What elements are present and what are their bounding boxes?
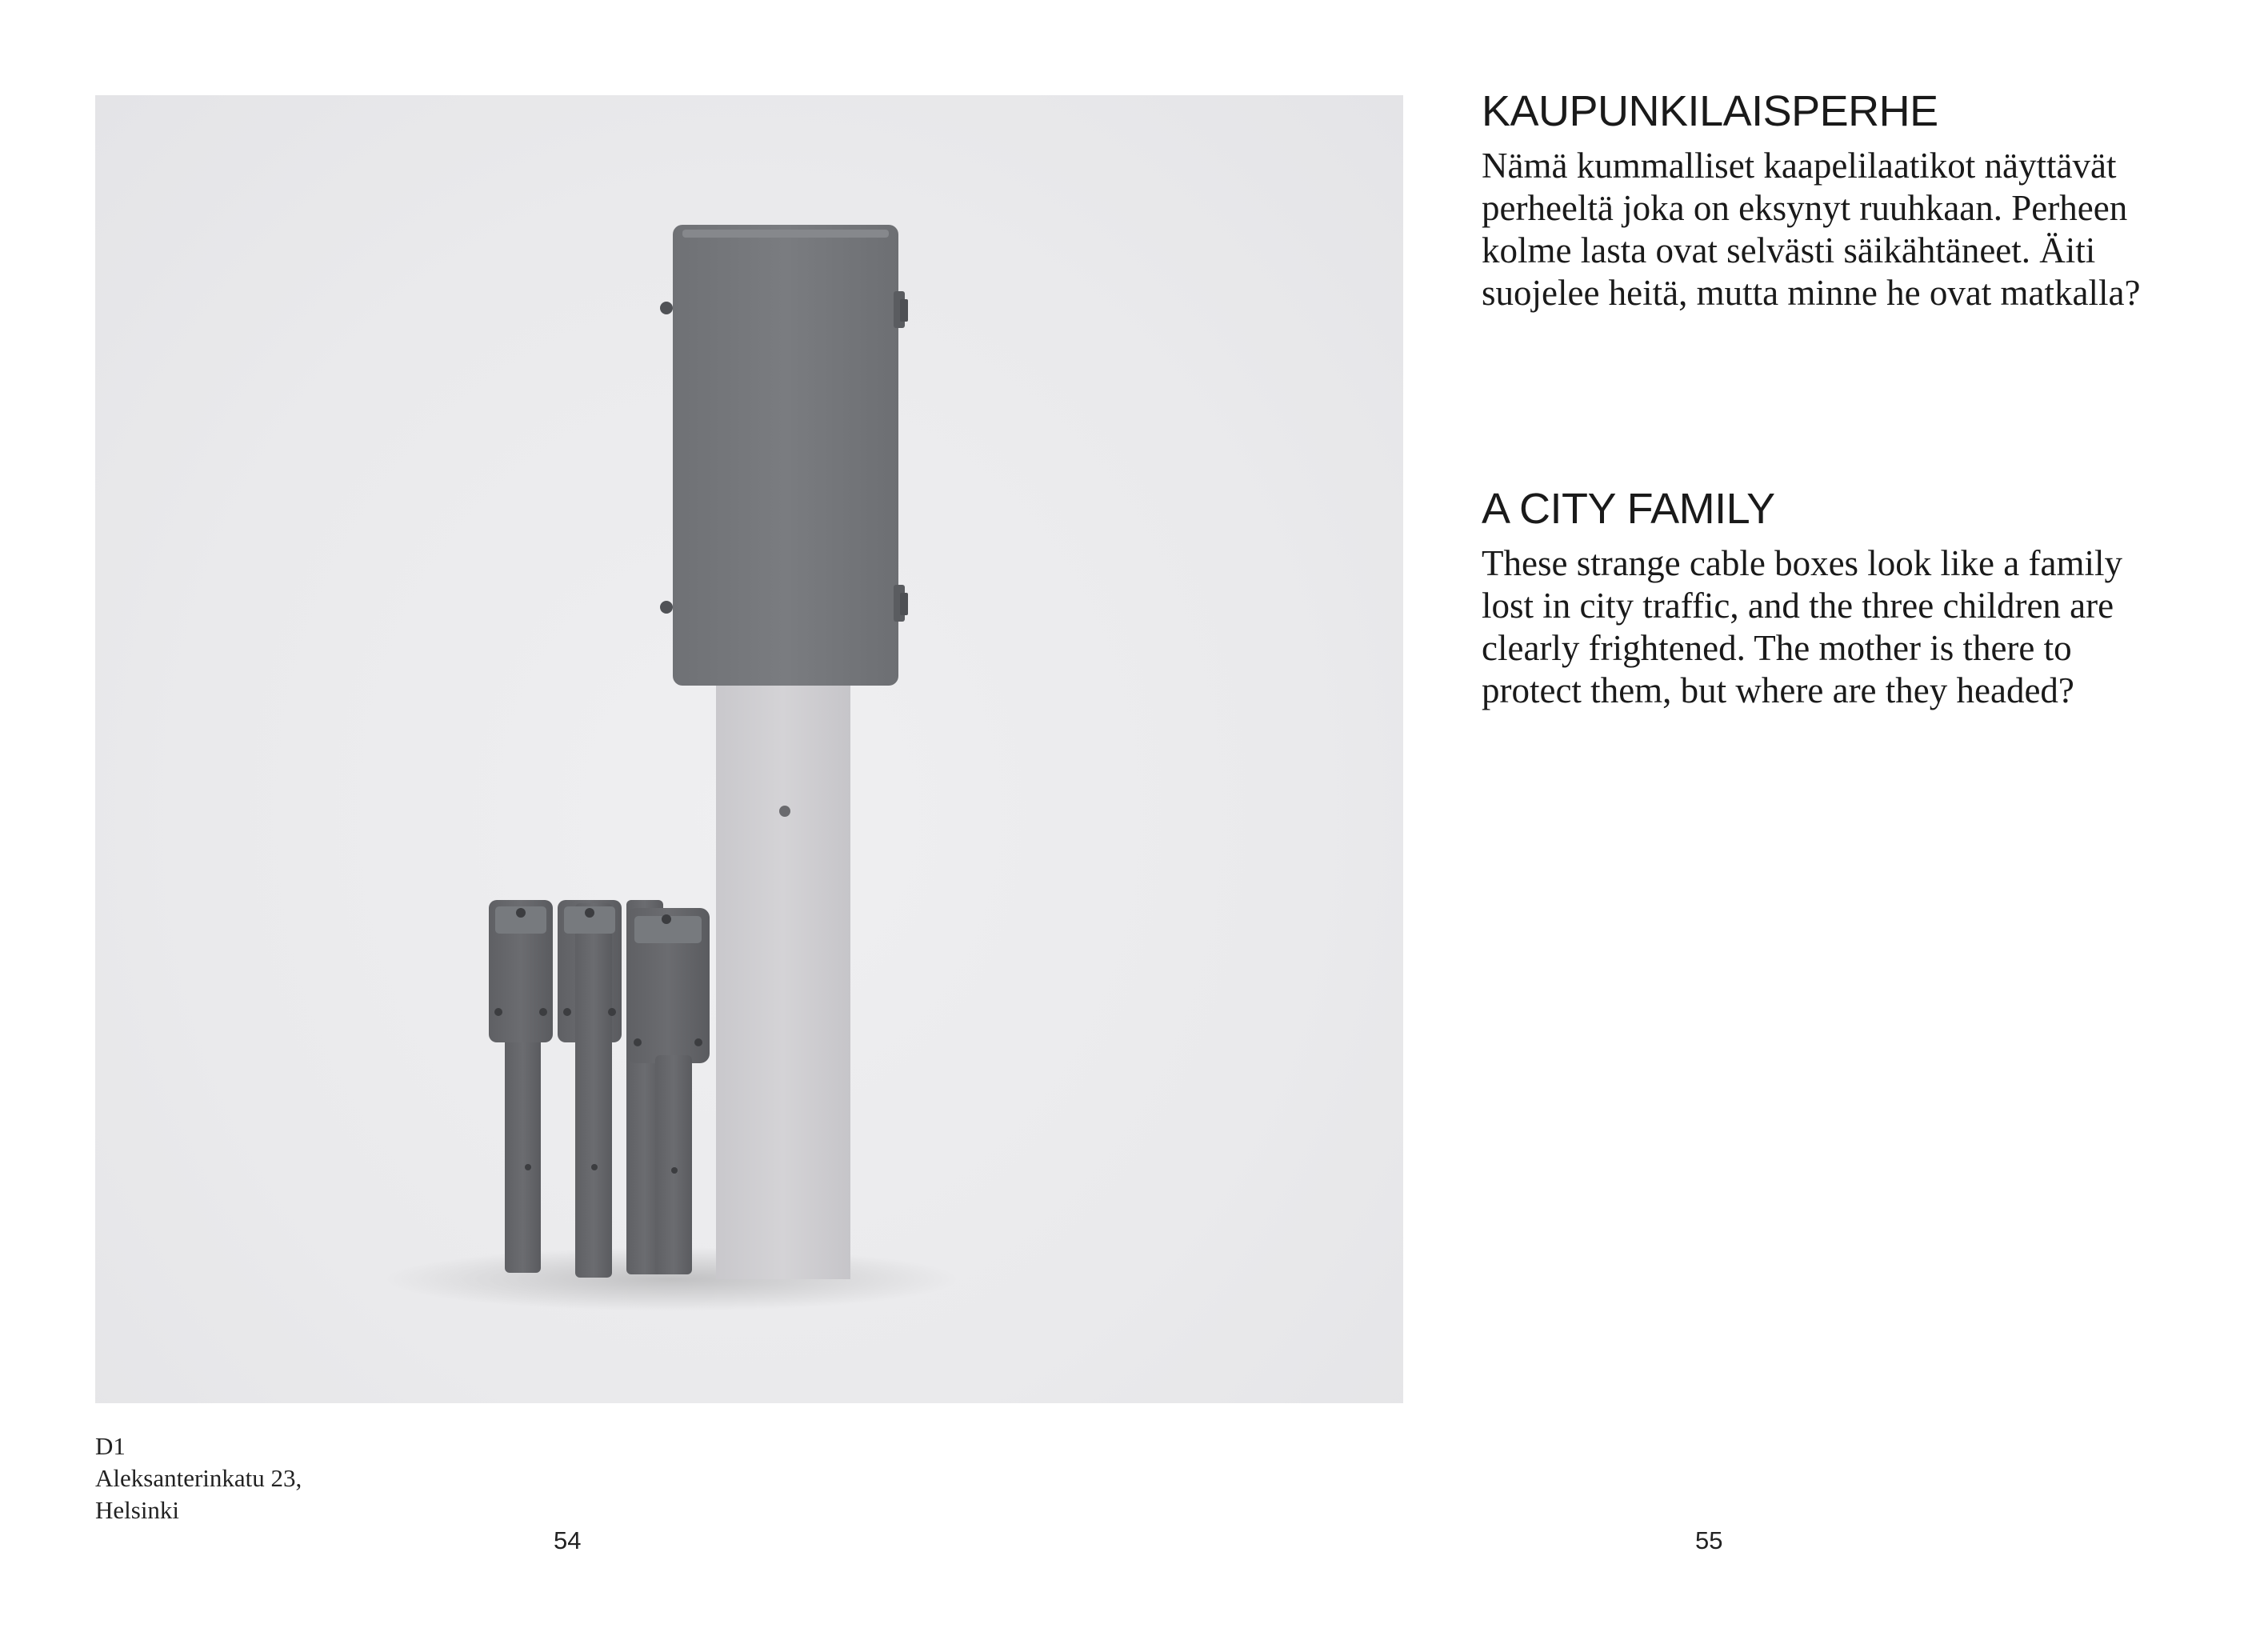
text-line: Nämä kummalliset kaapelilaatikot näyttävät xyxy=(1482,146,2117,186)
location-code: D1 xyxy=(95,1432,126,1460)
english-body xyxy=(1482,542,2202,712)
cable-box-illustration xyxy=(95,95,1403,1403)
text-line: clearly frightened. The mother is there to xyxy=(1482,628,2072,668)
page-number-left: 54 xyxy=(554,1526,582,1554)
city-line: Helsinki xyxy=(95,1496,180,1524)
photograph xyxy=(95,95,1403,1403)
text-line: lost in city traffic, and the three children are xyxy=(1482,586,2114,626)
mother-cable-box xyxy=(660,225,908,1279)
text-line: kolme lasta ovat selvästi säikähtäneet. Äiti xyxy=(1482,230,2096,270)
english-text-block xyxy=(1482,483,2202,712)
finnish-text-block xyxy=(1482,86,2202,314)
english-heading: A CITY FAMILY xyxy=(1482,485,1775,533)
page-number-right: 55 xyxy=(1695,1526,1723,1554)
finnish-body xyxy=(1482,145,2202,314)
text-line: protect them, but where are they headed? xyxy=(1482,670,2074,710)
child-cable-box-1 xyxy=(489,900,553,1273)
address-line: Aleksanterinkatu 23, xyxy=(95,1464,302,1492)
text-line: perheeltä joka on eksynyt ruuhkaan. Perheen xyxy=(1482,188,2128,228)
text-line: suojelee heitä, mutta minne he ovat matkalla? xyxy=(1482,273,2141,313)
finnish-heading: KAUPUNKILAISPERHE xyxy=(1482,87,1938,135)
photo-caption xyxy=(95,1430,302,1526)
text-line: These strange cable boxes look like a family xyxy=(1482,543,2122,583)
